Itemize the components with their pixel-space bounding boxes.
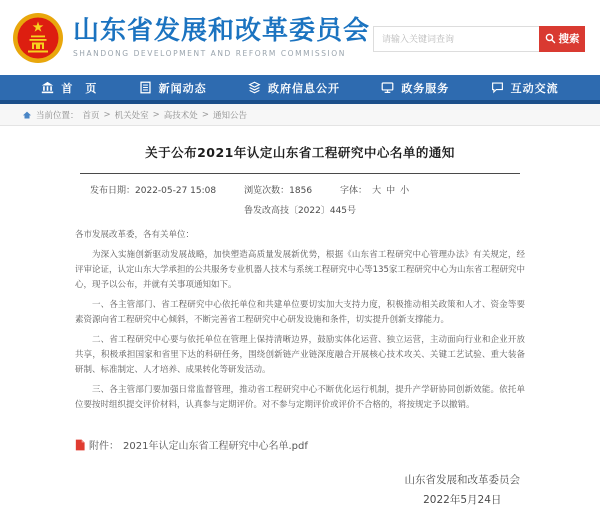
- breadcrumb-item-hightech[interactable]: 高技术处: [163, 110, 198, 121]
- nav-item-label: 首 页: [61, 81, 98, 95]
- site-title: 山东省发展和改革委员会: [73, 16, 371, 47]
- article-title: 关于公布2021年认定山东省工程研究中心名单的通知: [145, 145, 455, 160]
- nav-item-label: 政府信息公开: [267, 81, 340, 95]
- info-layers-icon: [248, 81, 261, 94]
- nav-item-news[interactable]: [139, 80, 207, 96]
- publish-date: [90, 183, 216, 196]
- search-box: [373, 26, 585, 52]
- publish-date-value: 2022-05-27 15:08: [135, 186, 217, 196]
- nav-item-label: 互动交流: [510, 81, 559, 95]
- search-input[interactable]: [373, 26, 539, 52]
- nav-item-home[interactable]: [41, 80, 97, 96]
- view-count-value: 1856: [289, 186, 313, 196]
- article-paragraph: 二、省工程研究中心要与依托单位在管理上保持清晰边界，鼓励实体化运营、独立运营，主动面向行业和企业开放共享，积极承担国家和省里下达的科研任务，围绕创新链产业链深度融合开展核心技术攻关、关键工艺试验、重大装备研制、标准制定、人才培养、成果转化等研发活动。: [75, 335, 525, 375]
- article-paragraph: 一、各主管部门、省工程研究中心依托单位和共建单位要切实加大支持力度，积极推动相关政策和人才、资金等要素资源向省工程研究中心倾斜，不断完善省工程研究中心研发设施和条件，切实提升创新支撑能力。: [75, 300, 525, 325]
- signature-date: 2022年5月24日: [423, 494, 502, 506]
- breadcrumb-item-offices[interactable]: 机关处室: [114, 110, 149, 121]
- signature-org: 山东省发展和改革委员会: [404, 474, 520, 486]
- national-emblem-logo: [12, 12, 64, 64]
- breadcrumb-separator: >: [201, 109, 209, 120]
- title-divider: [80, 173, 520, 174]
- article-meta: [90, 183, 600, 196]
- breadcrumb-item-home[interactable]: 首页: [82, 110, 100, 121]
- breadcrumb-home-icon: [22, 110, 32, 120]
- site-header: [0, 0, 600, 75]
- breadcrumb-item-notices[interactable]: 通知公告: [212, 110, 247, 121]
- site-subtitle: SHANDONG DEVELOPMENT AND REFORM COMMISSION: [73, 48, 346, 58]
- publish-date-label: 发布日期：: [90, 186, 136, 196]
- attachment-filename: 2021年认定山东省工程研究中心名单.pdf: [123, 441, 308, 452]
- signature-block: [405, 472, 521, 507]
- font-size-small-button[interactable]: 小: [400, 186, 410, 196]
- salutation: 各市发展改革委，各有关单位：: [75, 230, 195, 240]
- font-size-controls: [340, 183, 409, 196]
- pdf-file-icon: [75, 439, 85, 451]
- view-count: [244, 183, 312, 196]
- chat-icon: [491, 81, 504, 94]
- main-nav: [0, 75, 600, 100]
- font-size-large-button[interactable]: 大: [372, 186, 382, 196]
- nav-item-services[interactable]: [381, 80, 449, 96]
- article-paragraph: 为深入实施创新驱动发展战略，加快塑造高质量发展新优势，根据《山东省工程研究中心管理办法》有关规定，经评审论证，认定山东大学承担的公共服务专业机器人技术与系统工程研究中心等135家工程研究中心为山东省工程研究中心，现予以公布，并就有关事项通知如下。: [75, 250, 525, 290]
- search-icon: [545, 33, 556, 44]
- site-brand[interactable]: [12, 12, 370, 64]
- breadcrumb-prefix: 当前位置：: [36, 110, 79, 121]
- document-number: 鲁发改高技〔2022〕445号: [243, 206, 357, 216]
- breadcrumb: [0, 104, 600, 126]
- breadcrumb-separator: >: [103, 109, 111, 120]
- breadcrumb-separator: >: [152, 109, 160, 120]
- font-size-medium-button[interactable]: 中: [386, 186, 396, 196]
- news-icon: [139, 81, 152, 94]
- font-size-label: 字体：: [340, 186, 368, 196]
- search-button-label: 搜索: [558, 33, 580, 45]
- home-icon: [41, 81, 54, 94]
- article-paragraph: 三、各主管部门要加强日常监督管理，推动省工程研究中心不断优化运行机制，提升产学研协同创新效能。依托单位要按时组织提交评价材料，认真参与定期评价。对不参与定期评价或评价不合格的，将按规定予以撤销。: [75, 385, 525, 410]
- nav-item-gov-info[interactable]: [248, 80, 340, 96]
- nav-item-interaction[interactable]: [491, 80, 559, 96]
- brand-text: [73, 17, 370, 58]
- attachment-label: 附件：: [89, 441, 119, 452]
- article: [0, 126, 600, 507]
- attachment-link[interactable]: [75, 437, 525, 452]
- nav-item-label: 新闻动态: [158, 81, 207, 95]
- view-count-label: 浏览次数：: [244, 186, 290, 196]
- search-button[interactable]: [539, 26, 585, 52]
- monitor-icon: [381, 81, 394, 94]
- article-body: [75, 228, 525, 413]
- nav-item-label: 政务服务: [401, 81, 450, 95]
- signature: [0, 472, 520, 507]
